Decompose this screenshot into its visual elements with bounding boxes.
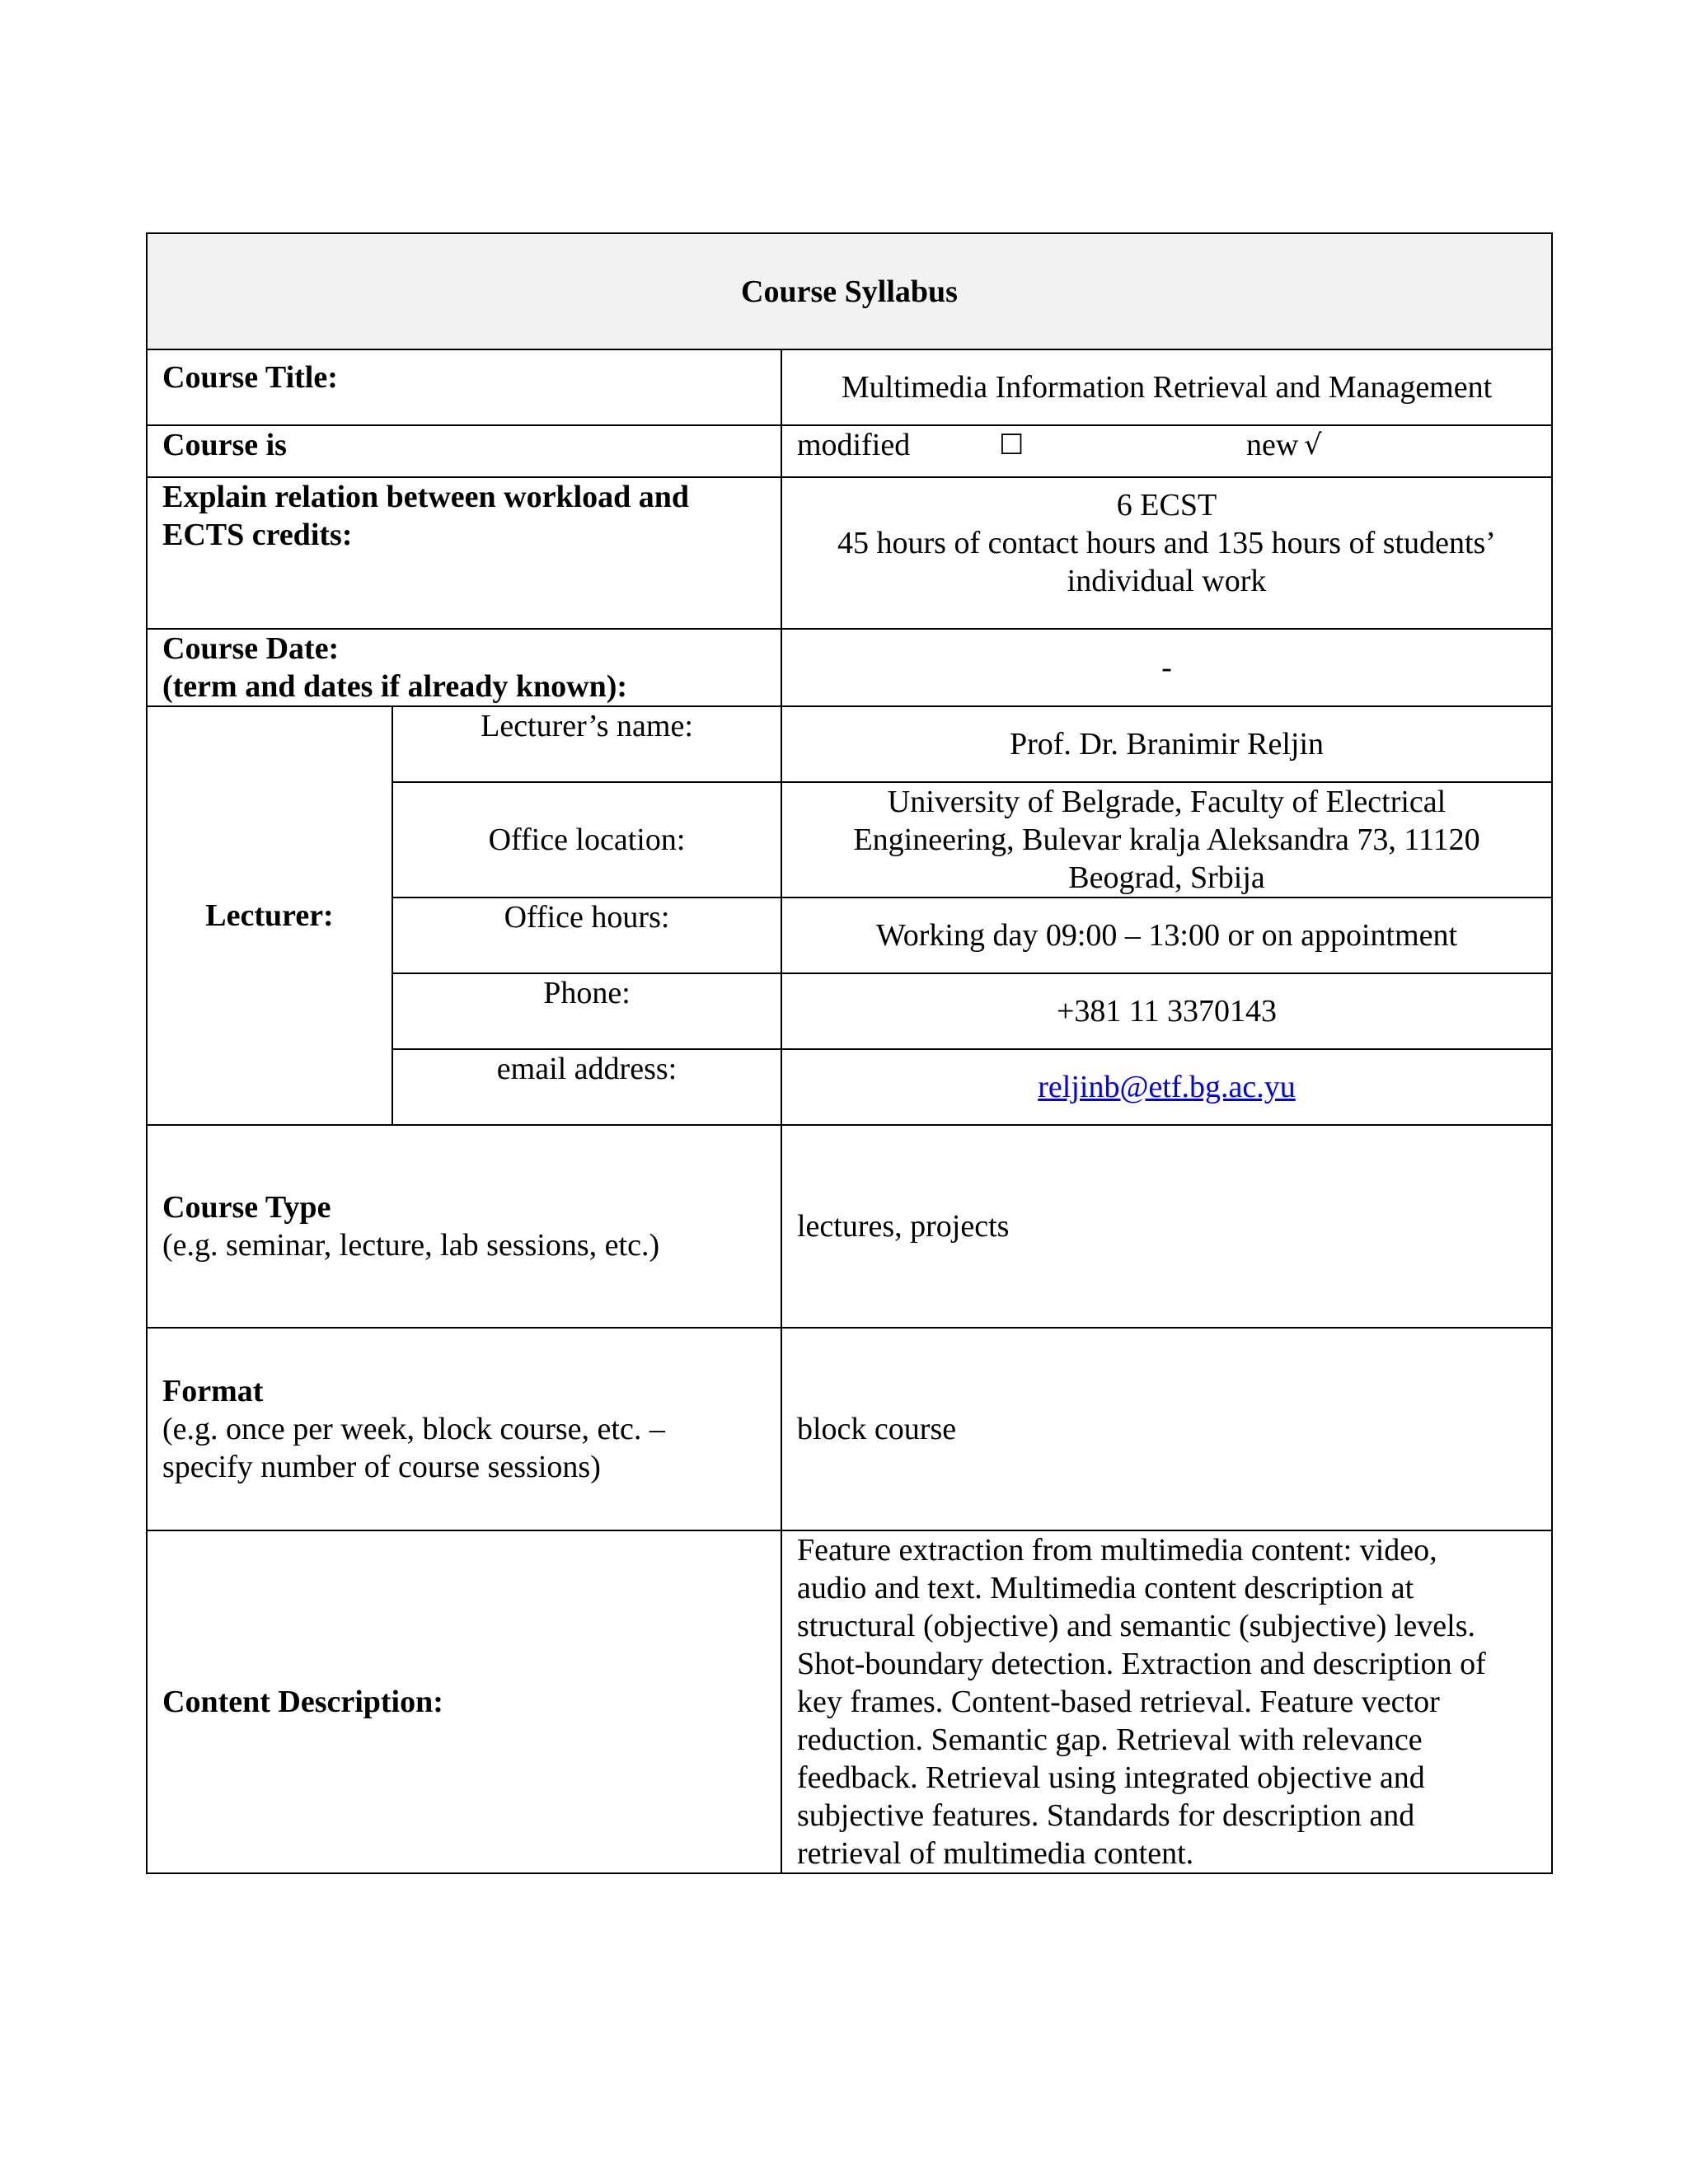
course-title-label: Course Title: <box>162 360 338 395</box>
course-date-value-cell <box>781 629 1552 706</box>
office-location-line3: Beograd, Srbija <box>1068 860 1265 895</box>
content-description-line: subjective features. Standards for description and <box>797 1798 1415 1833</box>
lecturer-name-value-cell <box>781 706 1552 782</box>
option-modified-label: modified <box>797 428 911 462</box>
workload-hours-line2: individual work <box>1067 564 1267 598</box>
content-description-line: feedback. Retrieval using integrated objective and <box>797 1760 1425 1795</box>
phone-label: Phone: <box>543 976 631 1010</box>
lecturer-name-value: Prof. Dr. Branimir Reljin <box>1009 727 1325 762</box>
course-title-label-cell <box>147 349 781 425</box>
office-location-label-cell <box>392 782 781 898</box>
format-hint-line1: (e.g. once per week, block course, etc. – <box>162 1412 665 1446</box>
syllabus-title: Course Syllabus <box>741 274 958 309</box>
content-description-line: structural (objective) and semantic (subjective) levels. <box>797 1609 1476 1643</box>
email-link[interactable]: reljinb@etf.bg.ac.yu <box>1038 1070 1296 1104</box>
content-description-line: reduction. Semantic gap. Retrieval with relevance <box>797 1722 1423 1757</box>
syllabus-table <box>146 232 1553 1874</box>
content-description-line: Feature extraction from multimedia content: video, <box>797 1533 1437 1568</box>
workload-ects: 6 ECST <box>1116 488 1217 523</box>
format-label: Format <box>162 1374 264 1408</box>
course-type-label-cell <box>147 1125 781 1328</box>
modified-checkbox-icon[interactable]: ☐ <box>999 429 1025 462</box>
content-description-line: retrieval of multimedia content. <box>797 1836 1194 1871</box>
phone-value: +381 11 3370143 <box>1056 994 1278 1029</box>
syllabus-header <box>147 233 1552 349</box>
office-hours-label: Office hours: <box>504 900 670 935</box>
email-label-cell <box>392 1049 781 1125</box>
course-date-hint: (term and dates if already known): <box>162 669 628 704</box>
email-label: email address: <box>496 1052 678 1086</box>
course-type-hint: (e.g. seminar, lecture, lab sessions, etc.) <box>162 1228 660 1263</box>
office-hours-value-cell <box>781 898 1552 973</box>
course-date-label: Course Date: <box>162 631 340 666</box>
office-hours-label-cell <box>392 898 781 973</box>
content-description-label: Content Description: <box>162 1685 443 1719</box>
lecturer-label: Lecturer: <box>205 898 334 933</box>
office-location-value-cell <box>781 782 1552 898</box>
lecturer-name-label: Lecturer’s name: <box>481 709 693 743</box>
course-type-label: Course Type <box>162 1190 331 1225</box>
lecturer-name-label-cell <box>392 706 781 782</box>
format-value: block course <box>797 1412 957 1446</box>
format-hint-line2: specify number of course sessions) <box>162 1450 601 1484</box>
workload-label-line1: Explain relation between workload and <box>162 480 690 514</box>
office-location-label: Office location: <box>488 823 686 857</box>
course-type-value: lectures, projects <box>797 1209 1010 1244</box>
new-checkmark-icon[interactable]: √ <box>1304 429 1322 462</box>
workload-hours-line1: 45 hours of contact hours and 135 hours of students’ <box>837 526 1496 560</box>
workload-value-cell <box>781 477 1552 629</box>
phone-label-cell <box>392 973 781 1049</box>
office-hours-value: Working day 09:00 – 13:00 or on appointment <box>875 918 1458 953</box>
course-is-label-cell <box>147 425 781 477</box>
workload-label-cell <box>147 477 781 629</box>
content-description-label-cell <box>147 1530 781 1873</box>
course-is-options <box>797 426 1536 464</box>
office-location-line2: Engineering, Bulevar kralja Aleksandra 73, 11120 <box>853 823 1480 857</box>
office-location-line1: University of Belgrade, Faculty of Electrical <box>887 785 1447 819</box>
content-description-line: audio and text. Multimedia content description at <box>797 1571 1414 1605</box>
course-is-options-cell <box>781 425 1552 477</box>
course-title-value-cell <box>781 349 1552 425</box>
format-value-cell <box>781 1328 1552 1530</box>
course-date-value: - <box>1161 650 1172 685</box>
format-label-cell <box>147 1328 781 1530</box>
course-title-value: Multimedia Information Retrieval and Management <box>841 370 1493 405</box>
lecturer-label-cell <box>147 706 392 1125</box>
course-type-value-cell <box>781 1125 1552 1328</box>
phone-value-cell <box>781 973 1552 1049</box>
course-date-label-cell <box>147 629 781 706</box>
email-value-cell <box>781 1049 1552 1125</box>
course-is-label: Course is <box>162 428 287 462</box>
content-description-line: Shot-boundary detection. Extraction and description of <box>797 1647 1486 1681</box>
workload-label-line2: ECTS credits: <box>162 518 353 552</box>
option-new-label: new <box>1246 428 1299 462</box>
content-description-value-cell <box>781 1530 1552 1873</box>
content-description-line: key frames. Content-based retrieval. Feature vector <box>797 1685 1440 1719</box>
